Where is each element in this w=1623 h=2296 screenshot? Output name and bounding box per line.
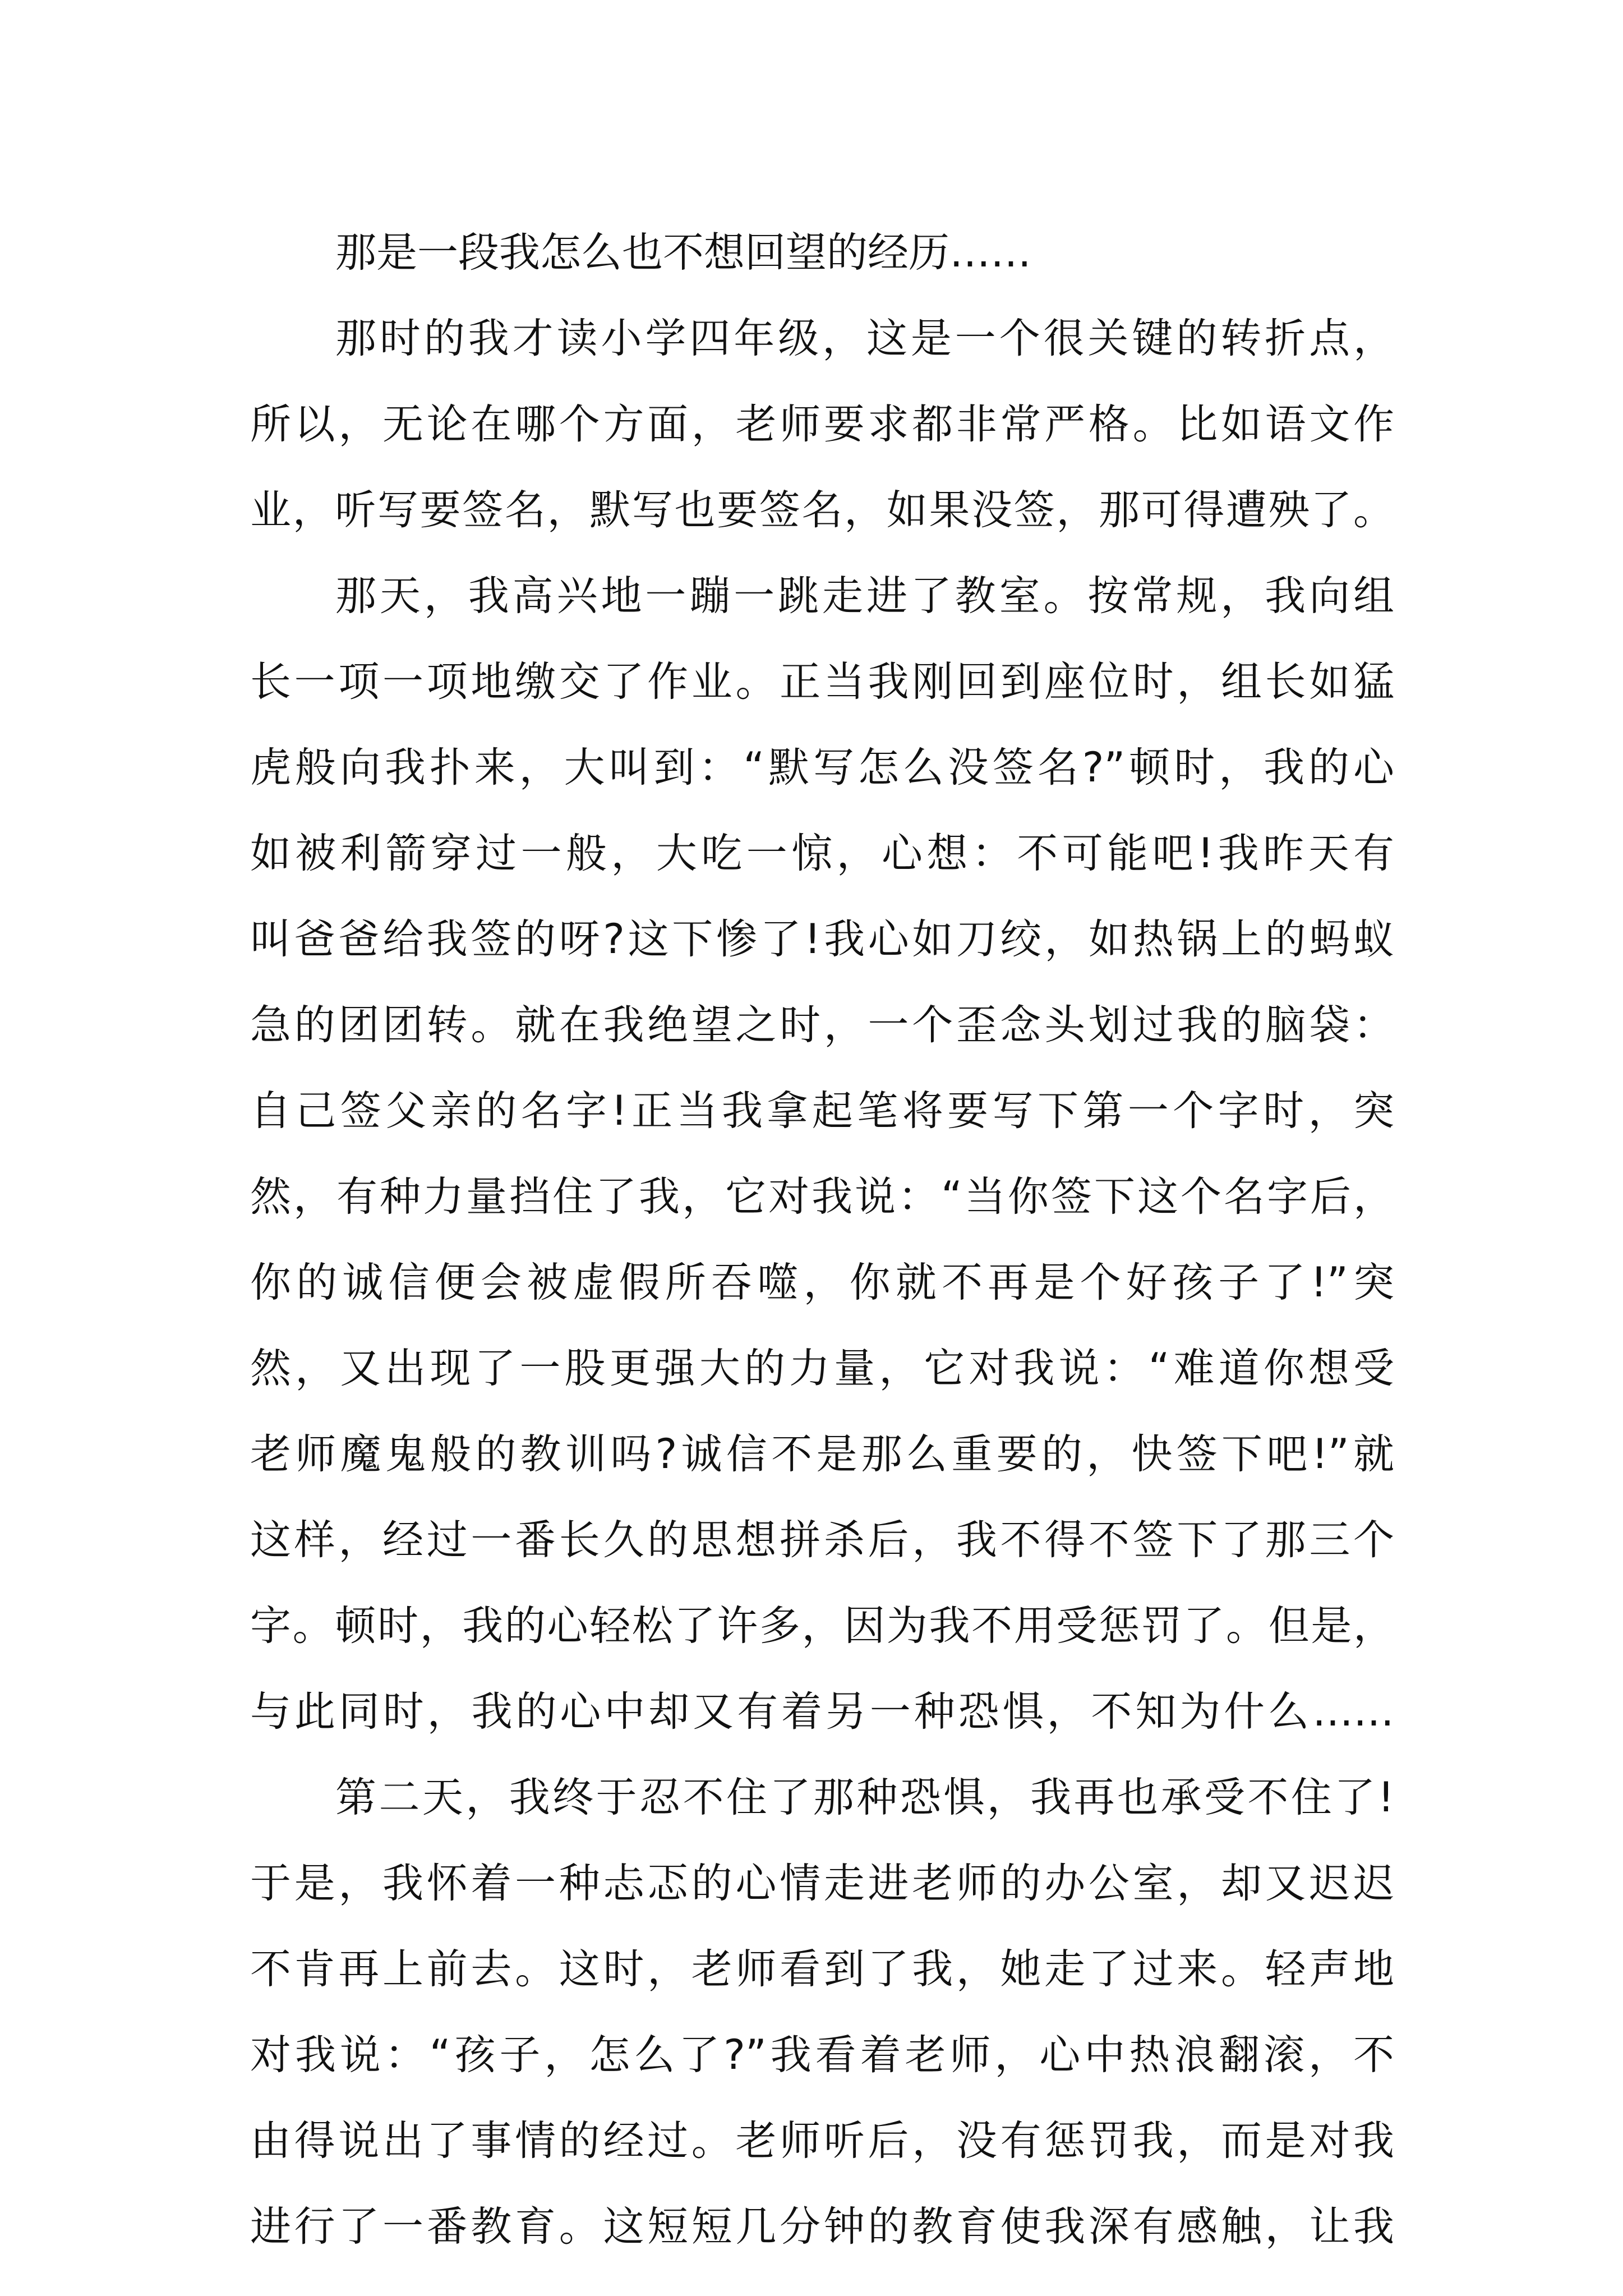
text-line: 那是一段我怎么也不想回望的经历……	[335, 229, 1031, 277]
text-line: 那天，我高兴地一蹦一跳走进了教室。按常规，我向组	[335, 572, 1394, 620]
text-line: 所以，无论在哪个方面，老师要求都非常严格。比如语文作	[250, 401, 1394, 448]
text-line: 自己签父亲的名字!正当我拿起笔将要写下第一个字时，突	[250, 1087, 1394, 1135]
text-line: 你的诚信便会被虚假所吞噬，你就不再是个好孩子了!”突	[250, 1259, 1394, 1306]
text-line: 不肯再上前去。这时，老师看到了我，她走了过来。轻声地	[250, 1945, 1394, 1993]
text-line: 由得说出了事情的经过。老师听后，没有惩罚我，而是对我	[250, 2117, 1394, 2165]
text-line: 急的团团转。就在我绝望之时，一个歪念头划过我的脑袋：	[250, 1001, 1394, 1049]
text-line: 那时的我才读小学四年级，这是一个很关键的转折点，	[335, 315, 1394, 362]
text-line: 叫爸爸给我签的呀?这下惨了!我心如刀绞，如热锅上的蚂蚁	[250, 915, 1394, 963]
text-line: 然，有种力量挡住了我，它对我说：“当你签下这个名字后，	[250, 1173, 1394, 1221]
text-line: 这样，经过一番长久的思想拼杀后，我不得不签下了那三个	[250, 1516, 1394, 1564]
text-line: 进行了一番教育。这短短几分钟的教育使我深有感触，让我	[250, 2203, 1394, 2251]
text-line: 于是，我怀着一种忐忑的心情走进老师的办公室，却又迟迟	[250, 1860, 1394, 1907]
body-text	[250, 210, 1394, 2270]
text-line: 虎般向我扑来，大叫到：“默写怎么没签名?”顿时，我的心	[250, 744, 1394, 792]
text-line: 与此同时，我的心中却又有着另一种恐惧，不知为什么……	[250, 1688, 1394, 1736]
text-line: 对我说：“孩子，怎么了?”我看着老师，心中热浪翻滚，不	[250, 2031, 1394, 2079]
text-line: 第二天，我终于忍不住了那种恐惧，我再也承受不住了!	[335, 1774, 1394, 1821]
text-line: 字。顿时，我的心轻松了许多，因为我不用受惩罚了。但是，	[250, 1602, 1394, 1650]
text-line: 如被利箭穿过一般，大吃一惊，心想：不可能吧!我昨天有	[250, 830, 1394, 877]
text-line: 老师魔鬼般的教训吗?诚信不是那么重要的，快签下吧!”就	[250, 1430, 1394, 1478]
text-line: 长一项一项地缴交了作业。正当我刚回到座位时，组长如猛	[250, 658, 1394, 706]
text-line: 业，听写要签名，默写也要签名，如果没签，那可得遭殃了。	[250, 486, 1394, 534]
text-line: 然，又出现了一股更强大的力量，它对我说：“难道你想受	[250, 1345, 1394, 1392]
